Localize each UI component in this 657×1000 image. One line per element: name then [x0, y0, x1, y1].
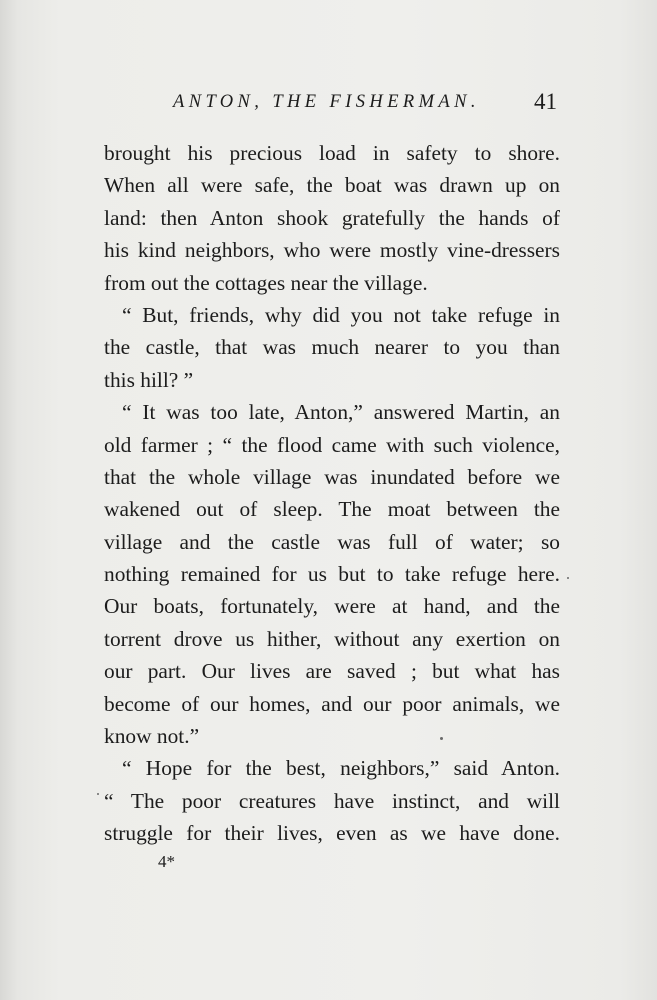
text-line: his kind neighbors, who were mostly vine-dressers	[104, 238, 560, 263]
text-line: torrent drove us hither, without any exertion on	[104, 626, 560, 651]
text-line: the castle, that was much nearer to you than	[104, 335, 560, 360]
ink-speck	[440, 737, 443, 740]
text-line: “ But, friends, why did you not take refuge in	[122, 302, 560, 327]
signature-mark: 4*	[158, 852, 175, 871]
text-line: struggle for their lives, even as we have done.	[104, 821, 560, 846]
text-line: village and the castle was full of water; so	[104, 529, 560, 554]
text-line: our part. Our lives are saved ; but what has	[104, 659, 560, 684]
text-line: know not.”	[104, 724, 200, 749]
text-line: Our boats, fortunately, were at hand, and the	[104, 594, 560, 619]
ink-speck	[567, 577, 569, 579]
text-line: that the whole village was inundated before we	[104, 464, 560, 489]
text-line: nothing remained for us but to take refuge here.	[104, 562, 560, 587]
running-title: ANTON, THE FISHERMAN.	[173, 92, 480, 112]
text-line: become of our homes, and our poor animals, we	[104, 691, 560, 716]
text-line: land: then Anton shook gratefully the hands of	[104, 205, 560, 230]
page-number: 41	[534, 89, 557, 114]
text-line: this hill? ”	[104, 367, 194, 392]
text-line: from out the cottages near the village.	[104, 270, 428, 295]
body-text	[104, 137, 560, 850]
text-line: wakened out of sleep. The moat between the	[104, 497, 560, 522]
text-line: brought his precious load in safety to shore.	[104, 141, 560, 165]
text-line: “ The poor creatures have instinct, and will	[104, 788, 560, 813]
text-line: When all were safe, the boat was drawn up on	[104, 173, 560, 198]
text-line: old farmer ; “ the flood came with such violence,	[104, 432, 560, 457]
running-head	[0, 89, 657, 126]
text-line: “ It was too late, Anton,” answered Martin, an	[122, 400, 560, 425]
text-line: “ Hope for the best, neighbors,” said Anton.	[122, 756, 560, 781]
ink-speck	[97, 793, 99, 795]
